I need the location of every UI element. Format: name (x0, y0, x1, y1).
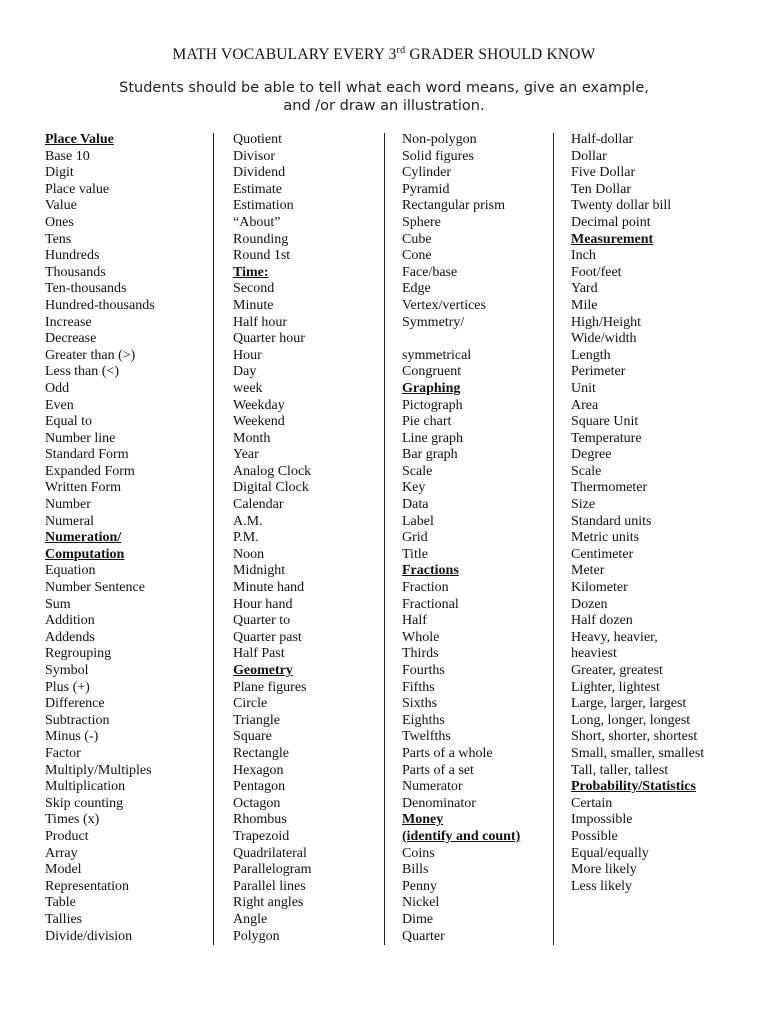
vocab-term: Digital Clock (233, 480, 309, 496)
vocab-term: Quarter past (233, 629, 302, 645)
vocab-term: Kilometer (571, 580, 628, 596)
vocab-term: Dollar (571, 148, 607, 164)
vocab-term: More likely (571, 862, 637, 878)
vocab-term: Right angles (233, 895, 304, 911)
vocab-term: Penny (402, 878, 437, 894)
vocab-term: Eighths (402, 712, 445, 728)
section-heading: Geometry (233, 663, 293, 678)
vocab-term: Plus (+) (45, 679, 90, 695)
vocab-term: Cube (402, 231, 432, 247)
spacer (402, 331, 520, 348)
vocab-term: Number (45, 497, 91, 513)
vocab-term: Multiply/Multiples (45, 762, 152, 778)
vocab-term: Edge (402, 281, 431, 297)
vocab-term: Difference (45, 696, 105, 712)
vocab-term: Year (233, 447, 259, 463)
vocab-term: Half Past (233, 646, 285, 662)
vocab-term: Equal/equally (571, 845, 649, 861)
vocab-term: Hour hand (233, 596, 293, 612)
vocab-term: Angle (233, 911, 268, 927)
vocab-term: Less likely (571, 878, 633, 894)
vocab-term: Numerator (402, 779, 463, 795)
vocab-term: Parts of a set (402, 762, 474, 778)
vocab-term: Length (571, 347, 611, 363)
vocab-term: Analog Clock (233, 463, 312, 479)
vocab-term: Value (45, 198, 77, 214)
vocab-term: Subtraction (45, 712, 110, 728)
vocab-term: Times (x) (45, 812, 100, 828)
vocab-term: Even (45, 397, 74, 413)
vocab-term: week (233, 380, 263, 396)
vocab-term: Equation (45, 563, 96, 579)
vocab-term: Product (45, 828, 89, 844)
vocab-term: Nickel (402, 895, 440, 911)
vocab-term: Round 1st (233, 248, 291, 264)
vocab-term: Polygon (233, 928, 280, 944)
vocab-term: Cylinder (402, 165, 451, 181)
vocab-term: Key (402, 480, 426, 496)
vocab-term: Data (402, 497, 429, 513)
vocab-term: Dime (402, 911, 434, 927)
vocab-term: Cone (402, 248, 432, 264)
vocab-term: Standard units (571, 513, 652, 529)
vocab-term: Second (233, 281, 275, 297)
instructions (0, 79, 768, 115)
vocab-term: Standard Form (45, 447, 129, 463)
vocab-term: Written Form (45, 480, 122, 496)
vocab-term: Quotient (233, 132, 282, 147)
section-heading: (identify and count) (402, 828, 521, 844)
vocab-term: P.M. (233, 530, 259, 546)
vocab-term: Possible (571, 828, 618, 844)
vocab-term: Bar graph (402, 447, 458, 463)
vocab-term: Perimeter (571, 364, 626, 380)
vocab-term: Circle (233, 696, 268, 712)
vocab-term: Title (402, 546, 428, 562)
vocab-term: Half hour (233, 314, 288, 330)
vocab-term: Congruent (402, 364, 462, 380)
vocab-term: Solid figures (402, 148, 474, 164)
vocab-term: Tens (45, 231, 72, 247)
vocab-term: Greater, greatest (571, 663, 663, 678)
vocab-term: Fraction (402, 580, 449, 596)
vocab-term: Array (45, 845, 78, 861)
vocab-term: Numeral (45, 513, 94, 529)
column-divider (384, 133, 385, 945)
vocab-column-3 (402, 132, 520, 945)
vocab-term: Temperature (571, 430, 642, 446)
vocab-term: Representation (45, 878, 129, 894)
vocab-term: Calendar (233, 497, 284, 513)
vocab-term: Scale (402, 463, 433, 479)
vocab-term: Number Sentence (45, 580, 145, 596)
vocab-term: Line graph (402, 430, 464, 446)
vocab-term: Factor (45, 745, 81, 761)
vocab-term: High/Height (571, 314, 641, 330)
vocab-term: Dozen (571, 596, 608, 612)
vocab-term: Lighter, lightest (571, 679, 660, 695)
vocab-term: Digit (45, 165, 74, 181)
vocab-term: Five Dollar (571, 165, 636, 181)
vocab-term: Fractional (402, 596, 459, 612)
column-divider (213, 133, 214, 945)
vocab-term: Tall, taller, tallest (571, 762, 669, 778)
vocab-term: Rhombus (233, 812, 287, 828)
vocab-term: Dividend (233, 165, 286, 181)
vocab-term: Quarter (402, 928, 445, 944)
vocab-term: Large, larger, largest (571, 696, 687, 712)
vocab-term: Table (45, 895, 76, 911)
vocab-term: Quarter to (233, 613, 291, 629)
vocab-term: Equal to (45, 414, 93, 430)
vocab-term: Bills (402, 862, 429, 878)
vocab-term: Rounding (233, 231, 289, 247)
vocab-term: Sixths (402, 696, 438, 712)
vocab-term: Trapezoid (233, 828, 290, 844)
vocab-term: Long, longer, longest (571, 712, 691, 728)
vocab-term: Weekday (233, 397, 285, 413)
vocab-term: Sphere (402, 214, 441, 230)
vocab-term: Meter (571, 563, 605, 579)
vocab-term: Symbol (45, 663, 89, 678)
vocab-term: Regrouping (45, 646, 112, 662)
vocab-term: Short, shorter, shortest (571, 729, 698, 745)
vocab-term: Estimation (233, 198, 294, 214)
vocab-term: Divide/division (45, 928, 133, 944)
vocab-term: Parallel lines (233, 878, 306, 894)
vocab-term: Size (571, 497, 596, 513)
vocab-term: Area (571, 397, 599, 413)
section-heading: Money (402, 812, 444, 828)
vocab-term: Vertex/vertices (402, 297, 486, 313)
section-heading: Fractions (402, 563, 459, 579)
vocab-column-2 (233, 132, 312, 945)
vocab-term: Yard (571, 281, 598, 297)
vocab-term: Square (233, 729, 272, 745)
vocab-term: Hundred-thousands (45, 297, 155, 313)
vocab-term: Noon (233, 546, 265, 562)
vocab-term: Twenty dollar bill (571, 198, 672, 214)
vocab-term: Pie chart (402, 414, 452, 430)
vocab-term: Metric units (571, 530, 640, 546)
vocab-term: Minute hand (233, 580, 305, 596)
vocab-term: Twelfths (402, 729, 451, 745)
vocab-term: Less than (<) (45, 364, 119, 380)
vocab-term: Foot/feet (571, 264, 622, 280)
vocab-term: Face/base (402, 264, 458, 280)
vocab-term: Hexagon (233, 762, 284, 778)
section-heading: Probability/Statistics (571, 779, 696, 795)
vocab-term: Increase (45, 314, 92, 330)
vocab-term: Grid (402, 530, 428, 546)
vocab-term: Denominator (402, 795, 476, 811)
vocab-term: Wide/width (571, 331, 637, 347)
vocab-term: Addends (45, 629, 95, 645)
instructions-line-2: and /or draw an illustration. (283, 98, 485, 114)
vocab-term: Rectangular prism (402, 198, 506, 214)
vocab-term: Thermometer (571, 480, 648, 496)
vocab-term: Decimal point (571, 214, 651, 230)
vocab-term: Thirds (402, 646, 439, 662)
vocab-term: Thousands (45, 264, 106, 280)
section-heading: Computation (45, 546, 125, 562)
vocab-term: Fifths (402, 679, 435, 695)
instructions-line-1: Students should be able to tell what each word means, give an example, (119, 80, 649, 96)
vocab-term: Midnight (233, 563, 286, 579)
vocab-term: Skip counting (45, 795, 124, 811)
vocab-term: heaviest (571, 646, 617, 662)
vocab-term: Unit (571, 380, 596, 396)
vocab-term: Ten Dollar (571, 181, 632, 197)
vocab-term: Impossible (571, 812, 633, 828)
vocab-term: Month (233, 430, 271, 446)
vocab-term: symmetrical (402, 347, 472, 363)
vocab-term: Centimeter (571, 546, 634, 562)
vocab-term: Label (402, 513, 434, 529)
vocab-term: Place value (45, 181, 110, 197)
vocab-term: Model (45, 862, 82, 878)
vocab-term: Odd (45, 380, 70, 396)
vocab-term: Hour (233, 347, 262, 363)
vocab-term: Hundreds (45, 248, 100, 264)
vocab-term: Degree (571, 447, 612, 463)
vocab-term: A.M. (233, 513, 263, 529)
vocab-term: Small, smaller, smallest (571, 745, 705, 761)
column-divider (553, 133, 554, 945)
vocab-term: Base 10 (45, 148, 90, 164)
section-heading: Measurement (571, 231, 654, 247)
vocab-term: Decrease (45, 331, 97, 347)
vocab-term: Weekend (233, 414, 285, 430)
vocab-term: Sum (45, 596, 71, 612)
vocab-term: Parts of a whole (402, 745, 493, 761)
section-heading: Graphing (402, 380, 461, 396)
vocab-term: Half dozen (571, 613, 633, 629)
vocab-term: Minute (233, 297, 274, 313)
page-title: MATH VOCABULARY EVERY 3rd GRADER SHOULD KNOW (172, 45, 596, 64)
vocab-term: Estimate (233, 181, 282, 197)
vocab-term: Non-polygon (402, 132, 477, 147)
vocab-term: Greater than (>) (45, 347, 136, 363)
vocab-term: Pentagon (233, 779, 286, 795)
vocab-term: Mile (571, 297, 598, 313)
vocab-term: Minus (-) (45, 729, 99, 745)
vocab-term: Octagon (233, 795, 281, 811)
vocab-term: Number line (45, 430, 116, 446)
vocab-term: Whole (402, 629, 440, 645)
vocab-term: Half (402, 613, 427, 629)
vocab-term: Coins (402, 845, 435, 861)
vocab-term: Expanded Form (45, 463, 135, 479)
vocab-term: Day (233, 364, 257, 380)
vocab-term: Certain (571, 795, 613, 811)
vocab-term: Heavy, heavier, (571, 629, 658, 645)
vocab-term: Pictograph (402, 397, 463, 413)
vocab-term: Ones (45, 214, 74, 230)
vocab-term: Fourths (402, 663, 445, 678)
section-heading: Numeration/ (45, 530, 122, 546)
vocab-term: Inch (571, 248, 596, 264)
vocab-term: Symmetry/ (402, 314, 465, 330)
vocab-term: Quarter hour (233, 331, 305, 347)
vocab-term: Triangle (233, 712, 280, 728)
section-heading: Time: (233, 264, 269, 280)
vocab-term: Addition (45, 613, 95, 629)
vocab-term: Tallies (45, 911, 83, 927)
vocab-term: Quadrilateral (233, 845, 307, 861)
vocab-term: “About” (233, 214, 281, 230)
vocab-column-1 (45, 132, 155, 945)
vocab-term: Ten-thousands (45, 281, 127, 297)
vocab-column-4 (571, 132, 704, 895)
vocab-term: Pyramid (402, 181, 450, 197)
vocab-term: Multiplication (45, 779, 126, 795)
section-heading: Place Value (45, 132, 114, 147)
vocab-term: Rectangle (233, 745, 289, 761)
vocab-term: Square Unit (571, 414, 639, 430)
vocab-term: Plane figures (233, 679, 307, 695)
vocab-term: Divisor (233, 148, 275, 164)
vocab-term: Scale (571, 463, 602, 479)
vocab-term: Half-dollar (571, 132, 634, 147)
vocab-term: Parallelogram (233, 862, 312, 878)
